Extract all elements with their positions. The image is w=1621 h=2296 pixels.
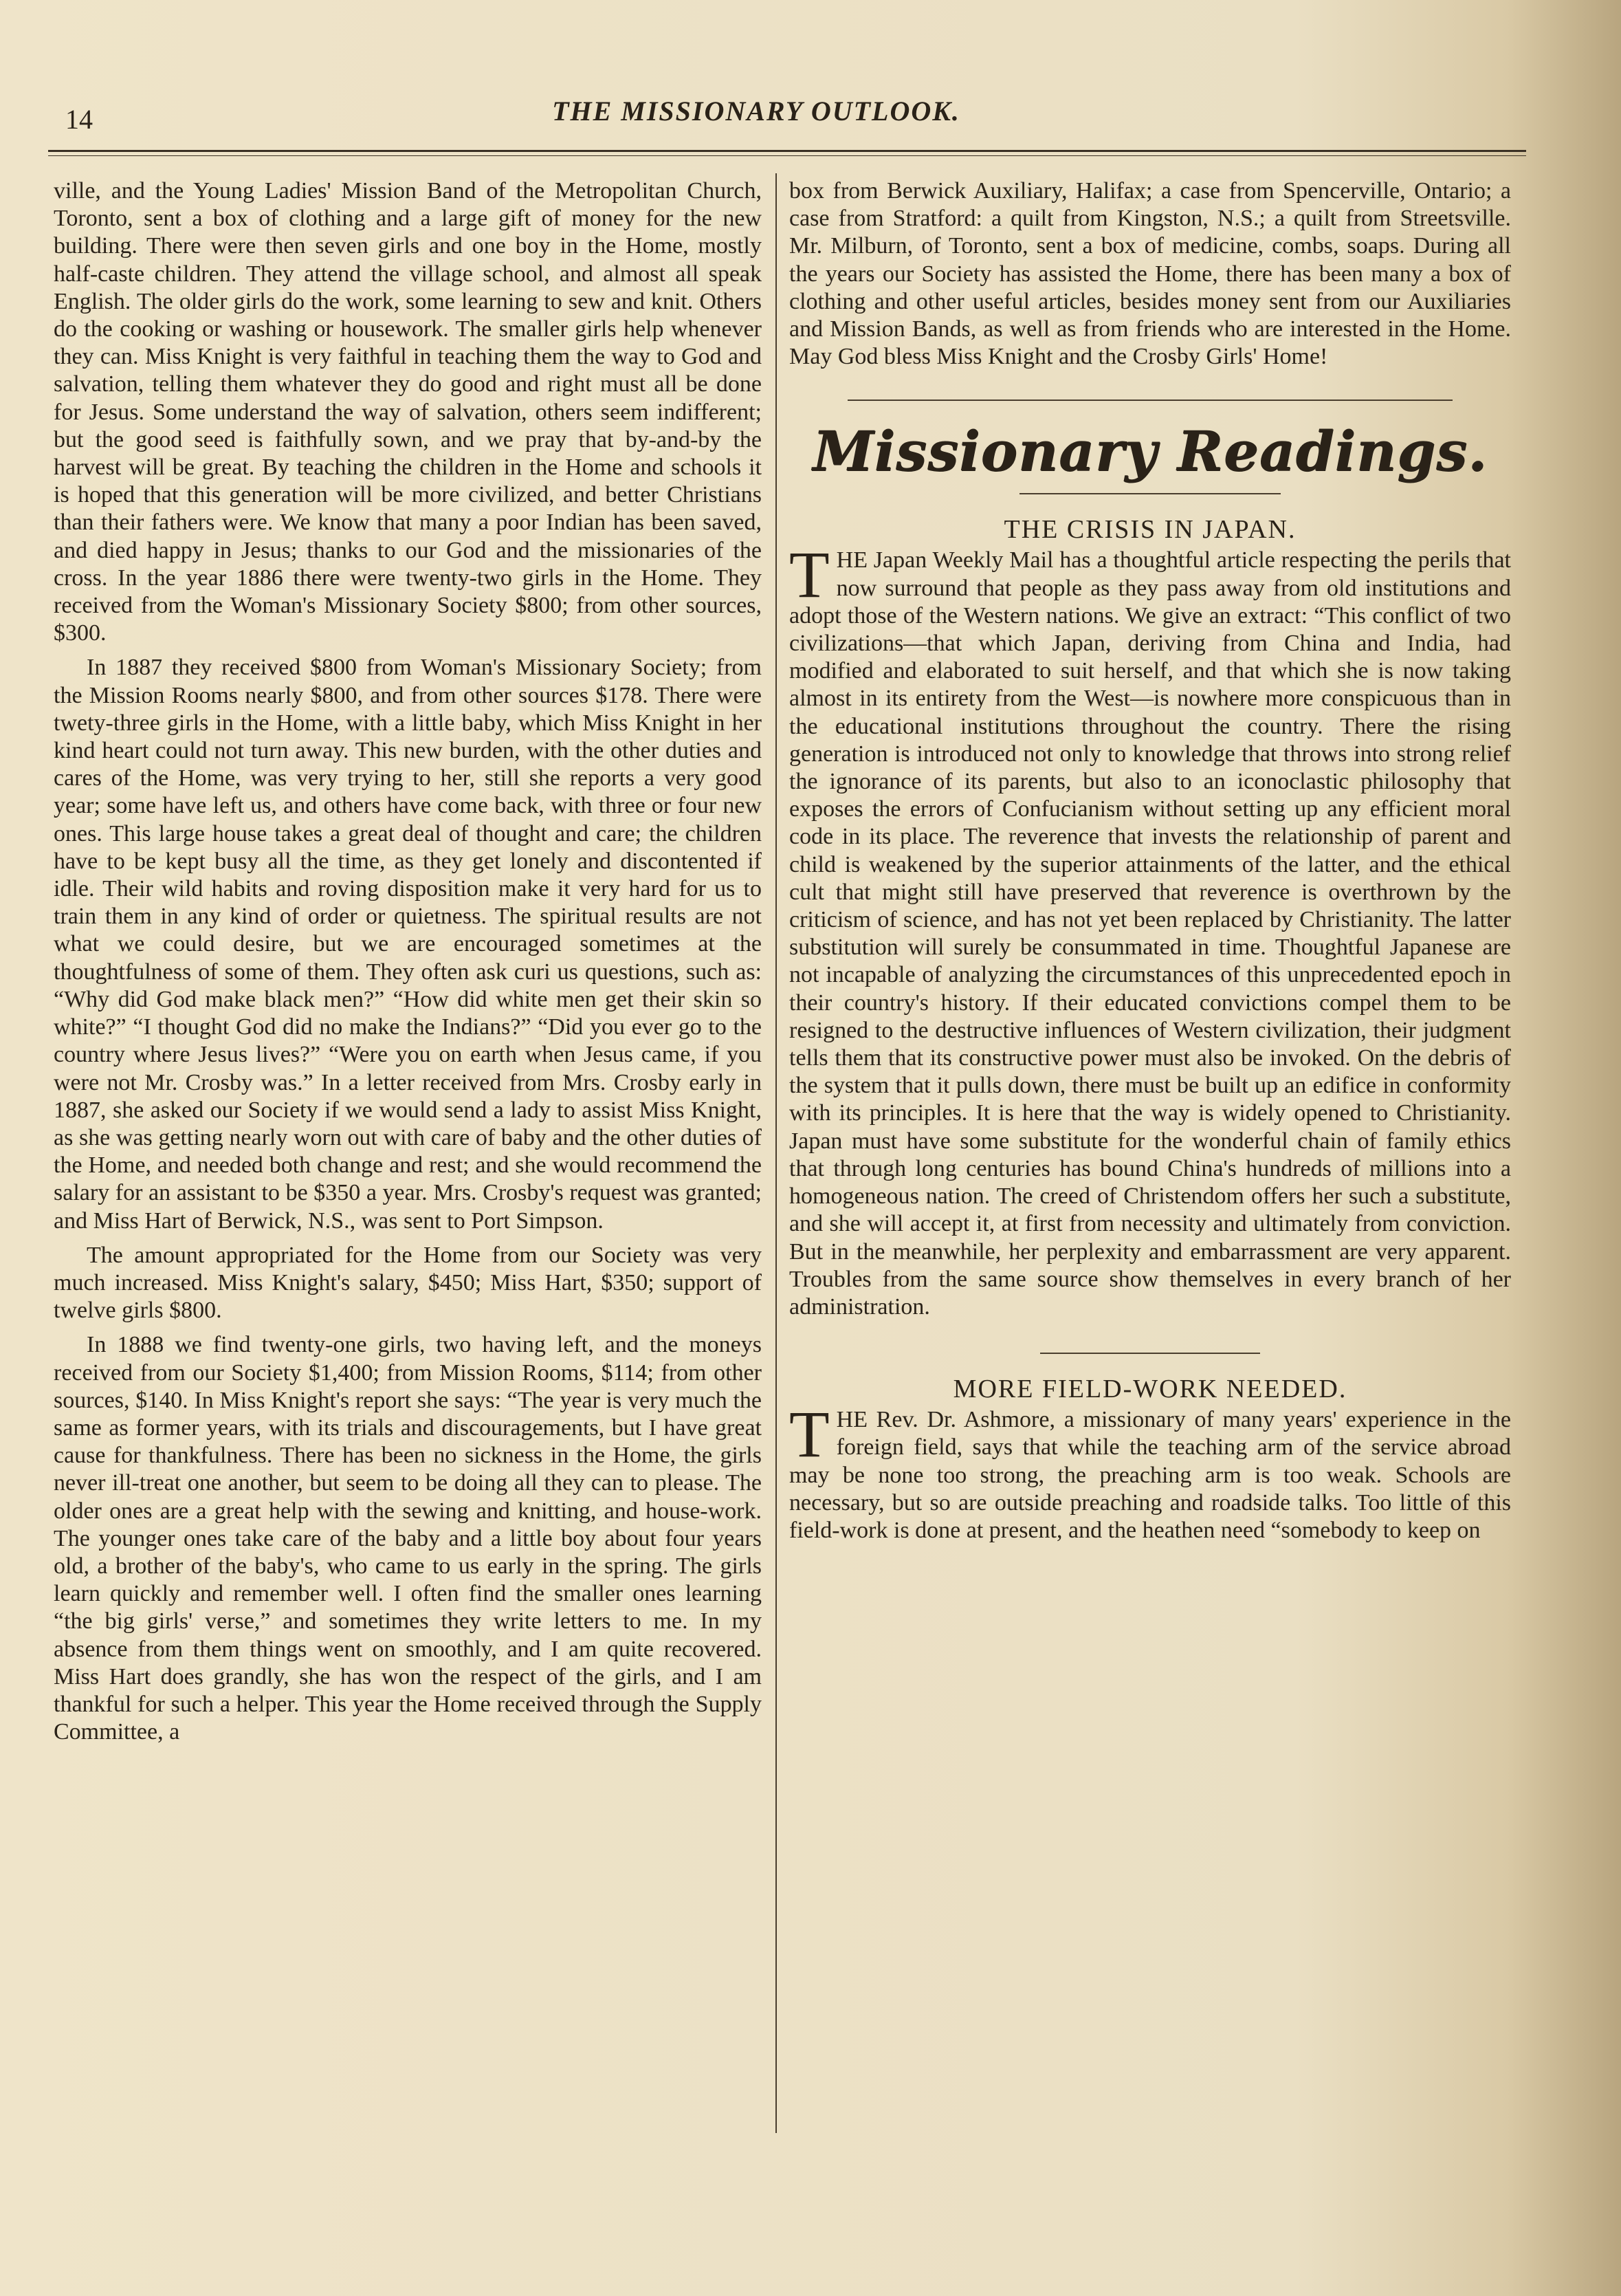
article-body-japan: [789, 538, 1511, 1321]
section-divider: [848, 400, 1453, 401]
article-text-fieldwork: HE Rev. Dr. Ashmore, a missionary of many years' experience in the foreign field, says that while the teaching arm of the service abroad may be none too strong, the preaching arm is too weak. Schools are necessary, but so are outside preaching and roadside talks. Too little of this field-work is done at present, and the heathen need “somebody to keep on: [789, 1407, 1511, 1543]
article-text-japan: HE Japan Weekly Mail has a thoughtful article respecting the perils that now surround that people as they pass away from old institutions and adopt those of the Western nations. We give an extract: “This conflict of two civilizations—that which Japan, deriving from China and India, had modified and elaborated to suit herself, and that which she is now taking almost in its entirety from the West—is nowhere more conspicuous than in the educational institutions throughout the country. There the rising generation is introduced not only to knowledge that throws into strong relief the ignorance of its parents, but also to an iconoclastic philosophy that exposes the errors of Confucianism without setting up any efficient moral code in its place. The reverence that invests the relationship of parent and child is weakened by the superior attainments of the latter, and the ethical cult that might still have preserved that reverence is overthrown by the criticism of science, and has not yet been replaced by Christianity. The latter substitution will surely be consummated in time. Thoughtful Japanese are not incapable of analyzing the circumstances of this unprecedented epoch in their country's history. If their educated convictions compel them to be resigned to the destructive influences of Western civilization, their judgment tells them that its constructive power must also be invoked. On the debris of the system that it pulls down, there must be built up an edifice in conformity with its principles. It is here that the way is widely opened to Christianity. Japan must have some substitute for the wonderful chain of family ethics that through long centuries has bound China's hundreds of millions into a homogeneous nation. The creed of Christendom offers her such a substitute, and she will accept it, at first from necessity and ultimately from conviction. But in the meanwhile, her perplexity and embarrassment are very apparent. Troubles from the same source show themselves in every branch of her administration.: [789, 547, 1511, 1320]
dropcap-letter: T: [789, 538, 830, 612]
article-title-japan: THE CRISIS IN JAPAN.: [1004, 515, 1297, 545]
heading-rule: [1019, 493, 1281, 494]
paragraph-appropriation: The amount appropriated for the Home from our Society was very much increased. Miss Knight's salary, $450; Miss Hart, $350; support of twelve girls $800.: [54, 1242, 762, 1324]
article-body-fieldwork: [789, 1397, 1511, 1544]
right-column: [789, 177, 1511, 1544]
page-number: 14: [65, 104, 93, 135]
article-divider: [1040, 1353, 1260, 1354]
article-title-fieldwork: MORE FIELD-WORK NEEDED.: [953, 1375, 1347, 1404]
running-head-title: THE MISSIONARY OUTLOOK.: [552, 96, 960, 127]
left-column: [54, 177, 762, 1746]
paragraph-continuation: ville, and the Young Ladies' Mission Band of the Metropolitan Church, Toronto, sent a box of clothing and a large gift of money for the new building. There were then seven girls and one boy in the Home, mostly half-caste children. They attend the village school, and almost all speak English. The older girls do the work, some learning to sew and knit. Others do the cooking or washing or housework. The smaller girls help whenever they can. Miss Knight is very faithful in teaching them the way to God and salvation, telling them whatever they do good and right must all be done for Jesus. Some understand the way of salvation, others seem indifferent; but the good seed is faithfully sown, and we pray that by-and-by the harvest will be great. By teaching the children in the Home and schools it is hoped that this generation will be more civilized, and better Christians than their fathers were. We know that many a poor Indian has been saved, and died happy in Jesus; thanks to our God and the missionaries of the cross. In the year 1886 there were twenty-two girls in the Home. They received from the Woman's Missionary Society $800; from other sources, $300.: [54, 178, 762, 646]
dropcap-letter: T: [789, 1397, 830, 1472]
paragraph-1887: In 1887 they received $800 from Woman's Missionary Society; from the Mission Rooms nearly $800, and from other sources $178. There were twety-three girls in the Home, with a little baby, which Miss Knight in her kind heart could not turn away. This new burden, with the other duties and cares of the Home, was very trying to her, still she reports a very good year; some have left us, and others have come back, with three or four new ones. This large house takes a great deal of thought and care; the children have to be kept busy all the time, as they get lonely and discontented if idle. Their wild habits and roving disposition make it very hard for us to train them in any kind of order or quietness. The spiritual results are not what we could desire, but we are encouraged sometimes at the thoughtfulness of some of them. They often ask curi us questions, such as: “Why did God make black men?” “How did white men get their skin so white?” “I thought God did no make the Indians?” “Did you ever go to the country where Jesus lives?” “Were you on earth when Jesus came, if you were not Mr. Crosby was.” In a letter received from Mrs. Crosby early in 1887, she asked our Society if we would send a lady to assist Miss Knight, as she was getting nearly worn out with care of baby and the other duties of the Home, and needed both change and rest; and she would recommend the salary for an assistant to be $350 a year. Mrs. Crosby's request was granted; and Miss Hart of Berwick, N.S., was sent to Port Simpson.: [54, 655, 762, 1234]
paragraph-1888: In 1888 we find twenty-one girls, two having left, and the moneys received from our Society $1,400; from Mission Rooms, $114; from other sources, $140. In Miss Knight's report she says: “The year is very much the same as former years, with its trials and discouragements, but I have great cause for thankfulness. There has been no sickness in the Home, the girls never ill-treat one another, but seem to be doing all they can to please. The older ones are a great help with the sewing and knitting, and house-work. The younger ones take care of the baby and a little boy about four years old, a brother of the baby's, who came to us early in the spring. The girls learn quickly and remember well. I often find the smaller ones learning “the big girls' verse,” and sometimes they write letters to me. In my absence from them things went on smoothly, and I am quite recovered. Miss Hart does grandly, she has won the respect of the girls, and I am thankful for such a helper. This year the Home received through the Supply Committee, a: [54, 1332, 762, 1745]
column-divider: [775, 173, 777, 2133]
paragraph-continued-list: box from Berwick Auxiliary, Halifax; a case from Spencerville, Ontario; a case from Stratford: a quilt from Kingston, N.S.; a quilt from Streetsville. Mr. Milburn, of Toronto, sent a box of medicine, combs, soaps. During all the years our Society has assisted the Home, there has been many a box of clothing and other useful articles, besides money sent from our Auxiliaries and Mission Bands, as well as from friends who are interested in the Home. May God bless Miss Knight and the Crosby Girls' Home!: [789, 178, 1511, 370]
section-heading: Missionary Readings.: [813, 419, 1488, 484]
header-rule: [48, 150, 1526, 156]
